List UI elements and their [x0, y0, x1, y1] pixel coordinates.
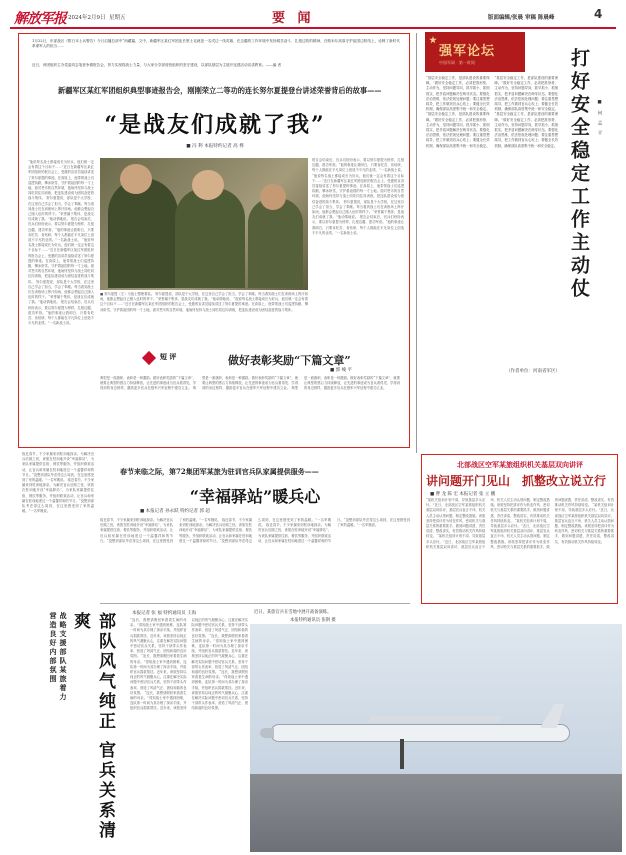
story1-body-mid: ■ 努尔夏提（左）为战士整理着装。 努尔夏提说，部队是个大学校，在这里自己学会了担当，学会了奉献。每当看到战士们在训练场上挥汗如雨，他都会想起自己刚入伍时的样子。“荣誉属于集体，是战友们成就了我。”他动情地说。 “他说每名战士都接成长为好兵，他们就一定会有着这个目标干……”近日在新疆军区某红军团组织的报告会上，受邀的宣讲员接续讲述了努尔夏提的事迹。在高原上，他带领战士们巡逻执勤，攀冰卧雪，守护着祖国的每一寸土地。面对恶劣的自然环境，他始终坚持与战士同吃同住同训练，把连队建设成为团结奋进的战斗集体。 — [100, 292, 308, 312]
story2-rule — [100, 603, 410, 604]
column-logo-sub: 中国军网 · 第一时间 — [439, 60, 475, 65]
story3-kicker: 战略支援部队某旅着力营造良好内部氛围 — [49, 612, 68, 702]
masthead — [10, 5, 616, 27]
column-body: “基层安全稳定工作，是部队建设的重要保障。”做好安全稳定工作，必须把准形势，主动作为，坚持问题导向，抓早抓小、抓细抓实，把矛盾问题解决在萌芽状态。要强化法治思维，依法依规处理问题；要注重思想疏导，把工作做到官兵心坎上；要健全长效机制，确保部队高度集中统一和安全稳定。 “基层安全稳定工作，是部队建设的重要保障。”做好安全稳定工作，必须把准形势，主动作为，坚持问题导向，抓早抓小、抓细抓实，把矛盾问题解决在萌芽状态。要强化法治思维，依法依规处理问题；要注重思想疏导，把工作做到官兵心坎上；要健全长效机制，确保部队高度集中统一和安全稳定。 “基层安全稳定工作，是部队建设的重要保障。”做好安全稳定工作，必须把准形势，主动作为，坚持问题导向，抓早抓小、抓细抓实，把矛盾问题解决在萌芽状态。要强化法治思维，依法依规处理问题；要注重思想疏导，把工作做到官兵心坎上；要健全长效机制，确保部队高度集中统一和安全稳定。 “基层安全稳定工作，是部队建设的重要保障。”做好安全稳定工作，必须把准形势，主动作为，坚持问题导向，抓早抓小、抓细抓实，把矛盾问题解决在萌芽状态。要强化法治思维，依法依规处理问题；要注重思想疏导，把工作做到官兵心坎上；要健全长效机制，确保部队高度集中统一和安全稳定。 — [426, 76, 558, 148]
story3-headline: 部队风气纯正 官兵关系清爽 — [70, 612, 115, 841]
red-story-headline-left: 讲问题开门见山 — [426, 474, 511, 488]
editor-line: 版面编辑/张晨 审稿 陈晨峰 — [488, 15, 555, 21]
soldier-face — [120, 164, 152, 194]
column-divider — [416, 33, 417, 453]
aircraft-wing — [369, 716, 501, 722]
short-review-byline: ■ 郭 峻 平 — [330, 368, 353, 373]
story2-byline: ■ 本报记者 孙永跃 特约记者 郭 超 — [140, 509, 210, 514]
aircraft-photo — [250, 624, 622, 852]
soldier-figure — [108, 178, 178, 288]
short-review-body: 典型是一面旗帜，表彰是一种激励。做好表彰奖励的“下篇文章”，就要让典型的感召力持续释放，让先进的事迹成为官兵看得见、学得到的身边榜样，激励更多官兵在强军兴军征程中建功立业。 典型是一面旗帜，表彰是一种激励。做好表彰奖励的“下篇文章”，就要让典型的感召力持续释放，让先进的事迹成为官兵看得见、学得到的身边榜样，激励更多官兵在强军兴军征程中建功立业。 典型是一面旗帜，表彰是一种激励。做好表彰奖励的“下篇文章”，就要让典型的感召力持续释放，让先进的事迹成为官兵看得见、学得到的身边榜样，激励更多官兵在强军兴军征程中建功立业。 — [100, 376, 400, 391]
officer-face — [192, 170, 224, 200]
officer-figure — [175, 188, 245, 288]
review-diamond-icon — [142, 351, 156, 365]
story3-body: “连长，我想请假回家看看生病的母亲。”得知战士家中遇到困难，连队第一时间为其办理了探亲手续，并组织官兵捐款帮扶。近年来，该旅坚持以纯正的风气凝聚兵心，注重在解决实际问题中密切官兵关系，坚持干部带头作表率，营造了风清气正、团结和谐的良好氛围。 “连长，我想请假回家看看生病的母亲。”得知战士家中遇到困难，连队第一时间为其办理了探亲手续，并组织官兵捐款帮扶。近年来，该旅坚持以纯正的风气凝聚兵心，注重在解决实际问题中密切官兵关系，坚持干部带头作表率，营造了风清气正、团结和谐的良好氛围。 “连长，我想请假回家看看生病的母亲。”得知战士家中遇到困难，连队第一时间为其办理了探亲手续，并组织官兵捐款帮扶。近年来，该旅坚持以纯正的风气凝聚兵心，注重在解决实际问题中密切官兵关系，坚持干部带头作表率，营造了风清气正、团结和谐的良好氛围。 “连长，我想请假回家看看生病的母亲。”得知战士家中遇到困难，连队第一时间为其办理了探亲手续，并组织官兵捐款帮扶。近年来，该旅坚持以纯正的风气凝聚兵心，注重在解决实际问题中密切官兵关系，坚持干部带头作表率，营造了风清气正、团结和谐的良好氛围。 “连长，我想请假回家看看生病的母亲。”得知战士家中遇到困难，连队第一时间为其办理了探亲手续，并组织官兵捐款帮扶。近年来，该旅坚持以纯正的风气凝聚兵心，注重在解决实际问题中密切官兵关系，坚持干部带头作表率，营造了风清气正、团结和谐的良好氛围。 — [130, 618, 248, 711]
landing-gear — [400, 739, 404, 769]
lead-text: 1月22日，东部战区《附日本士兵警告》今日启播总部中“西藏篇，文中，新疆军区某红军团连长察士克就是一名戍边一线英雄，在边疆的工作环境中发扬艰苦奋斗、扎根边防的精神，在帕米尔高原守护祖国边防线上，诠释了新时代革命军人的担当…… — [32, 39, 400, 49]
short-review-headline: 做好表彰奖励“下篇文章” — [228, 354, 351, 367]
red-story-body: “某机关组训计划不周，导致基层多头应付。”近日，北部战区空军某旅组织机关基层双向讲评，基层官兵直言不讳，机关人员主动认领问题、制定整改措施。该旅坚持把讲评作为转变作风、密切机关与基层关系的重要抓手，做到问题讲透、责任讲清、整改讲实，有效推动机关作风持续转变。 “某机关组训计划不周，导致基层多头应付。”近日，北部战区空军某旅组织机关基层双向讲评，基层官兵直言不讳，机关人员主动认领问题、制定整改措施。该旅坚持把讲评作为转变作风、密切机关与基层关系的重要抓手，做到问题讲透、责任讲清、整改讲实，有效推动机关作风持续转变。 “某机关组训计划不周，导致基层多头应付。”近日，北部战区空军某旅组织机关基层双向讲评，基层官兵直言不讳，机关人员主动认领问题、制定整改措施。该旅坚持把讲评作为转变作风、密切机关与基层关系的重要抓手，做到问题讲透、责任讲清、整改讲实，有效推动机关作风持续转变。 “某机关组训计划不周，导致基层多头应付。”近日，北部战区空军某旅组织机关基层双向讲评，基层官兵直言不讳，机关人员主动认领问题、制定整改措施。该旅坚持把讲评作为转变作风、密切机关与基层关系的重要抓手，做到问题讲透、责任讲清、整改讲实，有效推动机关作风持续转变。 — [426, 498, 614, 549]
short-review-label-box — [144, 352, 178, 366]
story2-headline: “幸福驿站”暖兵心 — [189, 487, 321, 506]
aircraft-photo-credit: 本报特约通讯员 张钢 摄 — [290, 618, 336, 623]
story3-byline: 本报记者 张 福 特约通讯员 王海 — [132, 611, 197, 616]
lead-note: 近日，该团组织主办党委同志笔者争做报告会，努力实现将战士力量，与大家分享部营营组织的坚守建设，以部队基层为主展开连建活动宣讲教育。——编 者 — [32, 63, 282, 67]
story2-side-text: 临近春节，不少家属来到驻训地探亲。为解决官兵后顾之忧，该旅在驻训地开设“幸福驿站”，为来队家属提供住宿、餐饮等服务，并组织联欢活动，让官兵和家属在驻训地度过一个温馨祥和的节日。“没想到部队考虑得这么周到，在这里感受到了家的温暖。”一名军嫂说。 临近春节，不少家属来到驻训地探亲。为解决官兵后顾之忧，该旅在驻训地开设“幸福驿站”，为来队家属提供住宿、餐饮等服务，并组织联欢活动，让官兵和家属在驻训地度过一个温馨祥和的节日。“没想到部队考虑得这么周到，在这里感受到了家的温暖。”一名军嫂说。 — [22, 452, 94, 514]
story1-headline: “是战友们成就了我” — [104, 112, 326, 138]
masthead-rule — [10, 27, 616, 29]
story2-body: 临近春节，不少家属来到驻训地探亲。为解决官兵后顾之忧，该旅在驻训地开设“幸福驿站”，为来队家属提供住宿、餐饮等服务，并组织联欢活动，让官兵和家属在驻训地度过一个温馨祥和的节日。“没想到部队考虑得这么周到，在这里感受到了家的温暖。”一名军嫂说。 临近春节，不少家属来到驻训地探亲。为解决官兵后顾之忧，该旅在驻训地开设“幸福驿站”，为来队家属提供住宿、餐饮等服务，并组织联欢活动，让官兵和家属在驻训地度过一个温馨祥和的节日。“没想到部队考虑得这么周到，在这里感受到了家的温暖。”一名军嫂说。 临近春节，不少家属来到驻训地探亲。为解决官兵后顾之忧，该旅在驻训地开设“幸福驿站”，为来队家属提供住宿、餐饮等服务，并组织联欢活动，让官兵和家属在驻训地度过一个温馨祥和的节日。“没想到部队考虑得这么周到，在这里感受到了家的温暖。”一名军嫂说。 — [100, 518, 410, 543]
section-title: 要 闻 — [272, 11, 315, 26]
column-logo-text: 强军论坛 — [439, 44, 496, 59]
soldier-figure-right — [248, 198, 303, 288]
red-story-byline: ■ 曹 龙 陈 宏 本报记者 张 立 鹏 — [430, 492, 496, 497]
aircraft-nose — [260, 728, 274, 738]
page-number: 4 — [594, 7, 603, 21]
column-headline: 打好安全稳定工作主动仗 — [568, 48, 590, 301]
column-logo — [425, 32, 525, 72]
runway — [250, 774, 622, 852]
star-icon — [429, 36, 437, 44]
story1-body-right: 报告会结束后，官兵们纷纷表示，要以努尔夏提为榜样，扎根边疆、建功军营。“他的事迹让我明白，只要肯吃苦、肯钻研，每个人都能在平凡岗位上创造不平凡的业绩。”一名新战士说。 “他说每名战士都接成长为好兵，他们就一定会有着这个目标干……”近日在新疆军区某红军团组织的报告会上，受邀的宣讲员接续讲述了努尔夏提的事迹。在高原上，他带领战士们巡逻执勤，攀冰卧雪，守护着祖国的每一寸土地。面对恶劣的自然环境，他始终坚持与战士同吃同住同训练，把连队建设成为团结奋进的战斗集体。 努尔夏提说，部队是个大学校，在这里自己学会了担当，学会了奉献。每当看到战士们在训练场上挥汗如雨，他都会想起自己刚入伍时的样子。“荣誉属于集体，是战友们成就了我。”他动情地说。 报告会结束后，官兵们纷纷表示，要以努尔夏提为榜样，扎根边疆、建功军营。“他的事迹让我明白，只要肯吃苦、肯钻研，每个人都能在平凡岗位上创造不平凡的业绩。”一名新战士说。 — [312, 158, 404, 235]
aircraft-fuselage — [270, 724, 570, 742]
issue-date: 2024年2月9日 星期五 — [68, 15, 126, 21]
soldier-face-right — [260, 184, 286, 210]
story2-kicker: 春节来临之际，第72集团军某旅为驻训官兵队家属提供服务—— — [120, 467, 319, 476]
aircraft-photo-caption: 近日，某旅官兵在雪地中展开战备演练。 — [254, 610, 332, 615]
short-review-label: 短 评 — [160, 352, 177, 361]
red-story-headline-right: 抓整改立说立行 — [522, 474, 607, 488]
story1-photo — [100, 158, 308, 290]
column-author: ■ 何 孟 平 — [597, 100, 602, 137]
red-story-kicker: 北部战区空军某旅组织机关基层双向讲评 — [457, 460, 583, 469]
story1-body-left: “他说每名战士都接成长为好兵，他们就一定会有着这个目标干……”近日在新疆军区某红军团组织的报告会上，受邀的宣讲员接续讲述了努尔夏提的事迹。在高原上，他带领战士们巡逻执勤，攀冰卧雪，守护着祖国的每一寸土地。面对恶劣的自然环境，他始终坚持与战士同吃同住同训练，把连队建设成为团结奋进的战斗集体。 努尔夏提说，部队是个大学校，在这里自己学会了担当，学会了奉献。每当看到战士们在训练场上挥汗如雨，他都会想起自己刚入伍时的样子。“荣誉属于集体，是战友们成就了我。”他动情地说。 报告会结束后，官兵们纷纷表示，要以努尔夏提为榜样，扎根边疆、建功军营。“他的事迹让我明白，只要肯吃苦、肯钻研，每个人都能在平凡岗位上创造不平凡的业绩。”一名新战士说。 “他说每名战士都接成长为好兵，他们就一定会有着这个目标干……”近日在新疆军区某红军团组织的报告会上，受邀的宣讲员接续讲述了努尔夏提的事迹。在高原上，他带领战士们巡逻执勤，攀冰卧雪，守护着祖国的每一寸土地。面对恶劣的自然环境，他始终坚持与战士同吃同住同训练，把连队建设成为团结奋进的战斗集体。 努尔夏提说，部队是个大学校，在这里自己学会了担当，学会了奉献。每当看到战士们在训练场上挥汗如雨，他都会想起自己刚入伍时的样子。“荣誉属于集体，是战友们成就了我。”他动情地说。 报告会结束后，官兵们纷纷表示，要以努尔夏提为榜样，扎根边疆、建功军营。“他的事迹让我明白，只要肯吃苦、肯钻研，每个人都能在平凡岗位上创造不平凡的业绩。”一名新战士说。 — [28, 160, 94, 326]
column-author-unit: （作者单位：河南省军区） — [506, 369, 560, 374]
story1-byline: ■ 冯 利 本报特约记者 高 桦 — [186, 144, 244, 149]
story1-kicker: 新疆军区某红军团组织典型事迹报告会，刚刚荣立二等功的连长努尔夏提登台讲述荣誉背后的故事—— — [58, 86, 382, 95]
paper-name: 解放军报 — [14, 11, 66, 27]
